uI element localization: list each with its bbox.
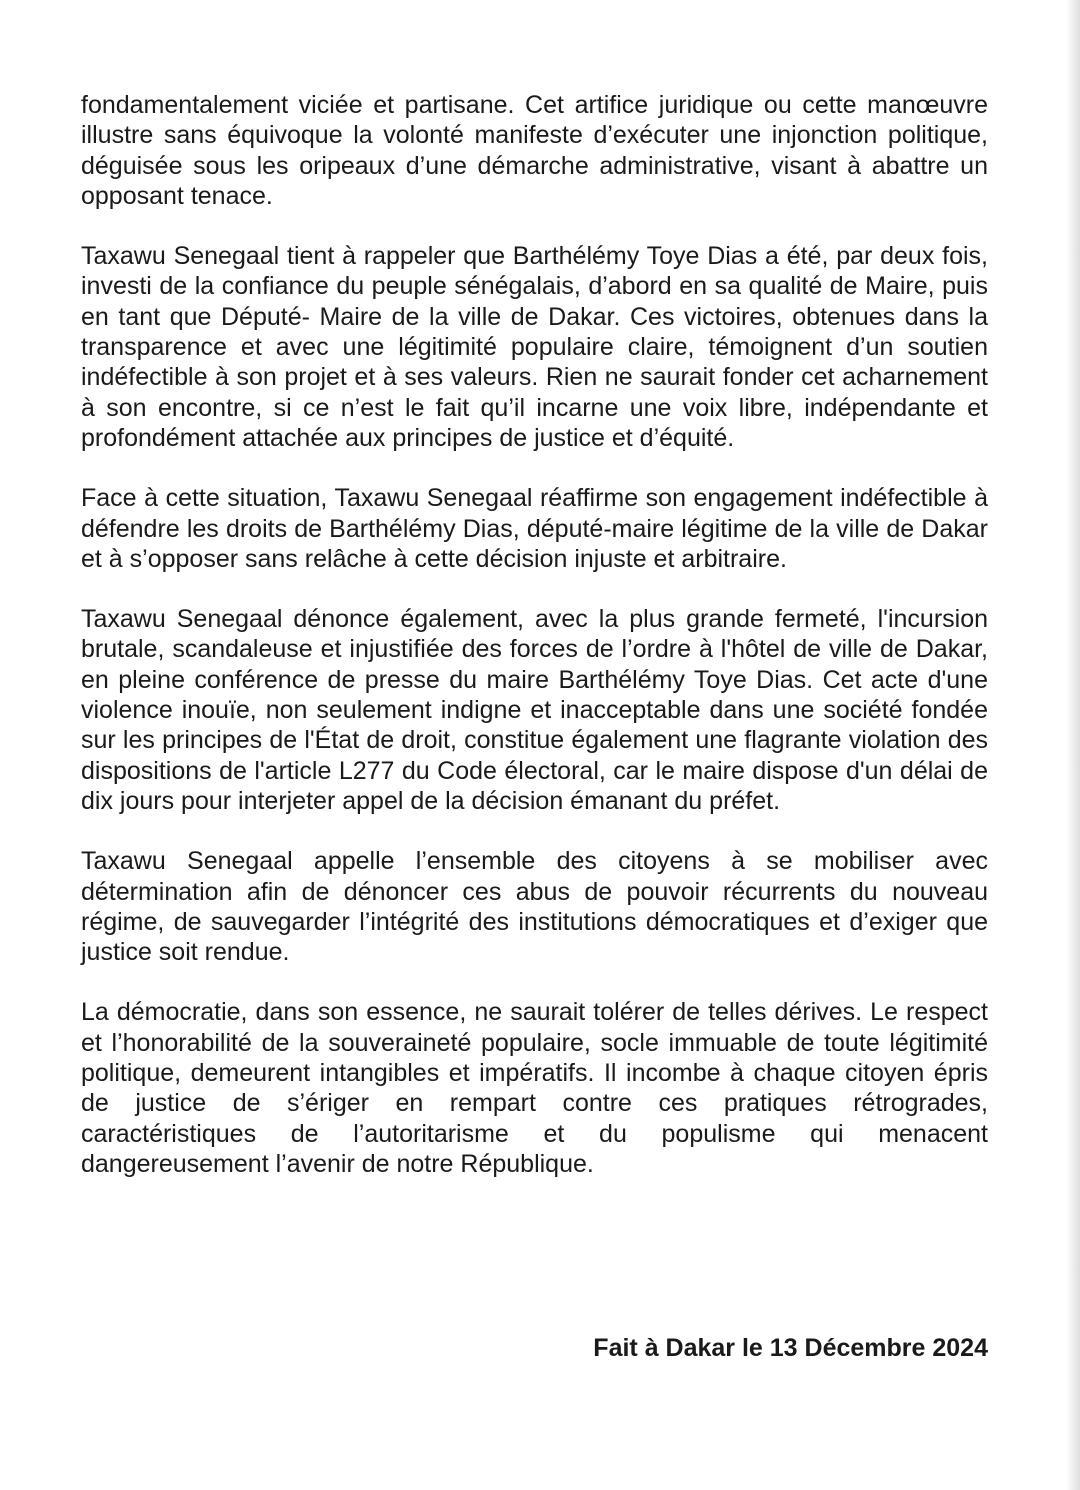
paragraph-1: fondamentalement viciée et partisane. Cet artifice juridique ou cette manœuvre illustre sans équivoque la volonté manifeste d’exécuter une injonction politique, déguisée sous les oripeaux d’une démarche administrative, visant à abattre un opposant tenace. [81,91,988,210]
page-edge-shadow [1066,0,1080,1490]
paragraph-6: La démocratie, dans son essence, ne saurait tolérer de telles dérives. Le respect et l’honorabilité de la souveraineté populaire, socle immuable de toute légitimité politique, demeurent intangibles et impératifs. Il incombe à chaque citoyen épris de justice de s’ériger en rempart contre ces pratiques rétrogrades, caractéristiques de l’autoritarisme et du populisme qui menacent dangereusement l’avenir de notre République. [81,998,988,1178]
signature-line: Fait à Dakar le 13 Décembre 2024 [593,1334,988,1362]
paragraph-5: Taxawu Senegaal appelle l’ensemble des citoyens à se mobiliser avec détermination afin de dénoncer ces abus de pouvoir récurrents du nouveau régime, de sauvegarder l’intégrité des institutions démocratiques et d’exiger que justice soit rendue. [81,847,988,967]
paragraph-2: Taxawu Senegaal tient à rappeler que Barthélémy Toye Dias a été, par deux fois, investi de la confiance du peuple sénégalais, d’abord en sa qualité de Maire, puis en tant que Député- Maire de la ville de Dakar. Ces victoires, obtenues dans la transparence et avec une légitimité populaire claire, témoignent d’un soutien indéfectible à son projet et à ses valeurs. Rien ne saurait fonder cet acharnement à son encontre, si ce n’est le fait qu’il incarne une voix libre, indépendante et profondément attachée aux principes de justice et d’équité. [81,242,988,452]
paragraph-3: Face à cette situation, Taxawu Senegaal réaffirme son engagement indéfectible à défendre les droits de Barthélémy Dias, député-maire légitime de la ville de Dakar et à s’opposer sans relâche à cette décision injuste et arbitraire. [81,484,988,573]
paragraph-4: Taxawu Senegaal dénonce également, avec la plus grande fermeté, l'incursion brutale, scandaleuse et injustifiée des forces de l’ordre à l'hôtel de ville de Dakar, en pleine conférence de presse du maire Barthélémy Toye Dias. Cet acte d'une violence inouïe, non seulement indigne et inacceptable dans une société fondée sur les principes de l'État de droit, constitue également une flagrante violation des dispositions de l'article L277 du Code électoral, car le maire dispose d'un délai de dix jours pour interjeter appel de la décision émanant du préfet. [81,605,988,815]
document-body [81,90,988,1209]
